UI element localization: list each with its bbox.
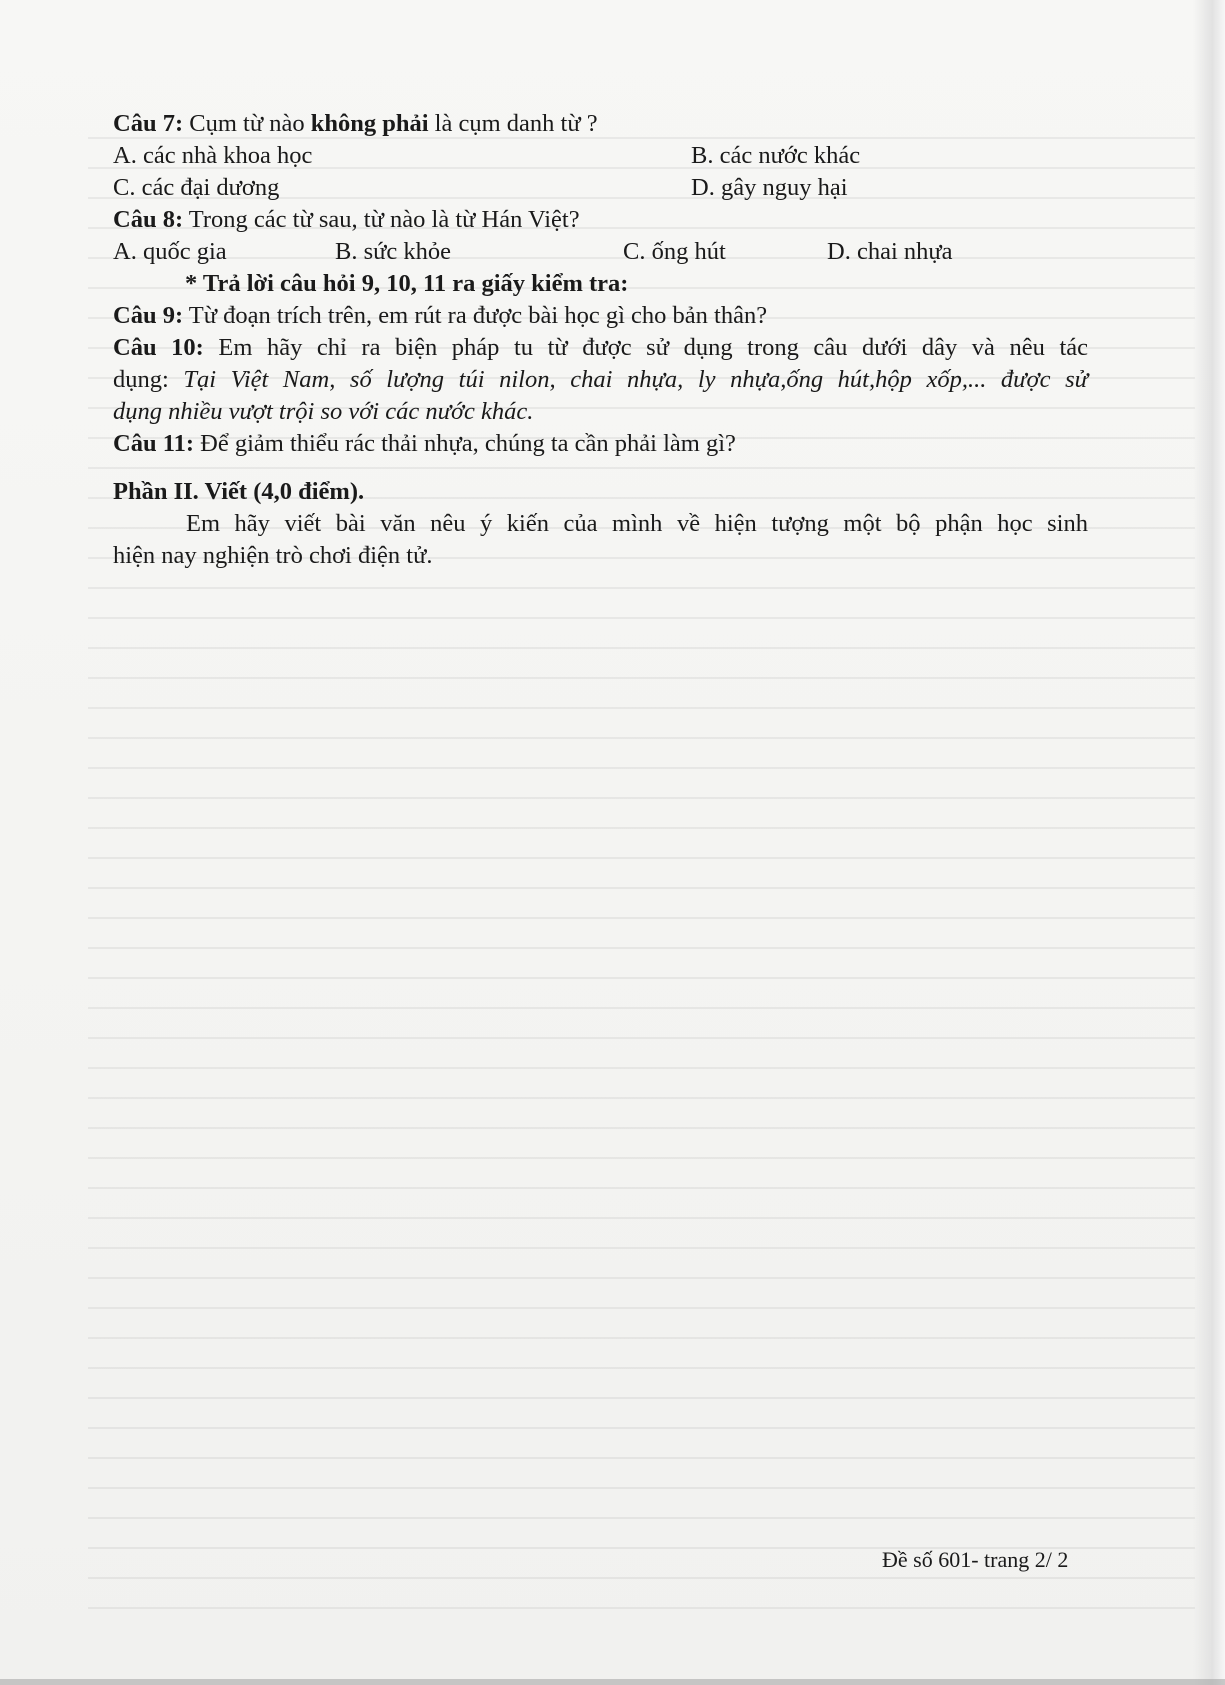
- part-2-prompt-line-1: Em hãy viết bài văn nêu ý kiến của mình về hiện tượng một bộ phận học sinh: [186, 510, 1088, 537]
- question-7-options-row-2: [113, 172, 1088, 204]
- question-11: [113, 428, 1088, 460]
- question-9-text: Từ đoạn trích trên, em rút ra được bài học gì cho bản thân?: [183, 302, 768, 329]
- question-9: [113, 300, 1088, 332]
- page-footer: Đề số 601- trang 2/ 2: [882, 1547, 1069, 1572]
- scan-edge-right: [1193, 0, 1225, 1685]
- question-8: [113, 204, 1088, 236]
- question-7-option-b: B. các nước khác: [691, 142, 861, 169]
- question-8-option-d: D. chai nhựa: [827, 238, 953, 265]
- question-7-option-a: A. các nhà khoa học: [113, 142, 313, 169]
- question-8-option-c: C. ống hút: [623, 238, 726, 265]
- question-10-prefix: dụng:: [113, 366, 184, 393]
- question-7-text-after: là cụm danh từ ?: [428, 110, 598, 137]
- question-10-line-1: [113, 332, 1088, 364]
- question-8-option-a: A. quốc gia: [113, 238, 227, 265]
- question-9-label: Câu 9:: [113, 302, 184, 329]
- question-7-emphasis: không phải: [310, 110, 429, 137]
- question-10-quote-part-2: dụng nhiều vượt trội so với các nước khác.: [113, 398, 534, 425]
- question-11-text: Để giảm thiểu rác thải nhựa, chúng ta cần phải làm gì?: [194, 430, 736, 457]
- question-7-options-row-1: [113, 140, 1088, 172]
- question-8-option-b: B. sức khỏe: [335, 238, 452, 265]
- part-2-prompt-line-2: hiện nay nghiện trò chơi điện tử.: [113, 542, 433, 569]
- question-7-option-c: C. các đại dương: [113, 174, 280, 201]
- answer-instruction-note: * Trả lời câu hỏi 9, 10, 11 ra giấy kiểm tra:: [185, 270, 629, 297]
- question-8-text: Trong các từ sau, từ nào là từ Hán Việt?: [183, 206, 580, 233]
- question-10-label: Câu 10:: [113, 334, 204, 361]
- question-8-label: Câu 8:: [113, 206, 184, 233]
- question-7-text-before: Cụm từ nào: [183, 110, 311, 137]
- question-8-options-row: [113, 236, 1088, 268]
- question-7-option-d: D. gây nguy hại: [691, 174, 848, 201]
- question-7: [113, 108, 1088, 140]
- question-10-line-2: [113, 364, 1088, 396]
- question-10-text: Em hãy chỉ ra biện pháp tu từ được sử dụng trong câu dưới dây và nêu tác: [203, 334, 1089, 361]
- question-7-label: Câu 7:: [113, 110, 184, 137]
- exam-content: [113, 108, 1088, 572]
- part-2-heading: Phần II. Viết (4,0 điểm).: [113, 478, 365, 505]
- question-10-quote-part-1: Tại Việt Nam, số lượng túi nilon, chai nhựa, ly nhựa,ống hút,hộp xốp,... được sử: [183, 366, 1088, 393]
- scan-edge-bottom: [0, 1679, 1225, 1685]
- question-11-label: Câu 11:: [113, 430, 195, 457]
